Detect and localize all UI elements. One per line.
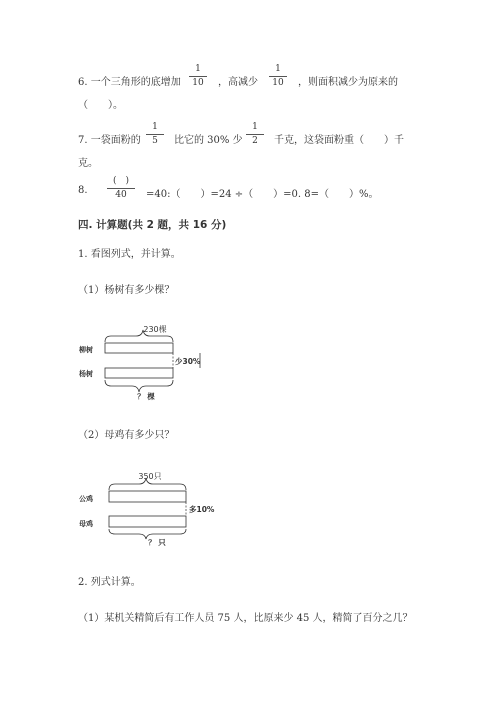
diagram2-row1-label: 公鸡 [79, 495, 93, 503]
diagram2-bottom-label: ？ 只 [148, 538, 166, 547]
q7-fraction-2 [243, 122, 267, 147]
q7-answer-line: 克。 [78, 158, 98, 169]
rooster-bar [109, 491, 186, 502]
diagram2-row2-label: 母鸡 [79, 520, 93, 528]
q6-frac1-numerator: 1 [195, 64, 201, 74]
q7-text-part2: 比它的 30% 少 [174, 135, 243, 146]
q6-text-part3: ，则面积减少为原来的 [298, 77, 398, 88]
q8-frac-denominator: 40 [115, 190, 127, 200]
q8-frac-numerator: ( ) [112, 176, 130, 186]
q6-fraction-1 [186, 64, 210, 89]
diagram1-row2-label: 杨树 [79, 370, 93, 378]
q8-prefix: 8. [78, 185, 88, 196]
q8-fraction [104, 176, 138, 201]
q7-frac2-numerator: 1 [252, 122, 258, 132]
q7-text-part1: 7. 一袋面粉的 [78, 135, 141, 146]
hen-bar [109, 516, 186, 527]
q7-fraction-1 [143, 122, 167, 147]
q8-equation: =40:（ ）=24 ÷（ ）=0. 8=（ ）%。 [146, 189, 379, 200]
q6-text-part2: ，高减少 [218, 77, 258, 88]
diagram1-top-label: 230棵 [143, 325, 167, 334]
q6-answer-line: （ ）。 [78, 100, 123, 111]
willow-bar [105, 343, 173, 353]
q1-title: 1. 看图列式，并计算。 [78, 249, 181, 260]
section-heading: 四. 计算题(共 2 题，共 16 分) [78, 219, 227, 231]
q6-frac2-numerator: 1 [275, 64, 281, 74]
q7-text-part3: 千克，这袋面粉重（ ）千 [274, 135, 404, 146]
poplar-bar [105, 368, 173, 378]
diagram-poplar-willow [76, 318, 216, 406]
q1-sub1: （1）杨树有多少棵？ [78, 285, 175, 296]
diagram1-bottom-label: ？ 棵 [137, 392, 155, 401]
diagram-rooster-hen [76, 468, 236, 552]
bottom-brace [105, 380, 173, 392]
q1-sub2: （2）母鸡有多少只？ [78, 430, 175, 441]
q2-sub1: （1）某机关精简后有工作人员 75 人，比原来少 45 人，精简了百分之几？ [78, 613, 413, 624]
q7-frac1-numerator: 1 [152, 122, 158, 132]
q7-frac2-denominator: 2 [252, 136, 258, 146]
q6-fraction-2 [266, 64, 290, 89]
q7-frac1-denominator: 5 [152, 136, 158, 146]
q6-frac2-denominator: 10 [272, 78, 284, 88]
diagram1-row1-label: 柳树 [79, 346, 93, 354]
q6-frac1-denominator: 10 [192, 78, 204, 88]
diagram2-top-label: 350只 [138, 472, 162, 481]
q6-text-part1: 6. 一个三角形的底增加 [78, 77, 181, 88]
diagram1-side-label: 少30% [175, 357, 201, 366]
q2-title: 2. 列式计算。 [78, 577, 141, 588]
diagram2-side-label: 多10% [189, 505, 215, 514]
